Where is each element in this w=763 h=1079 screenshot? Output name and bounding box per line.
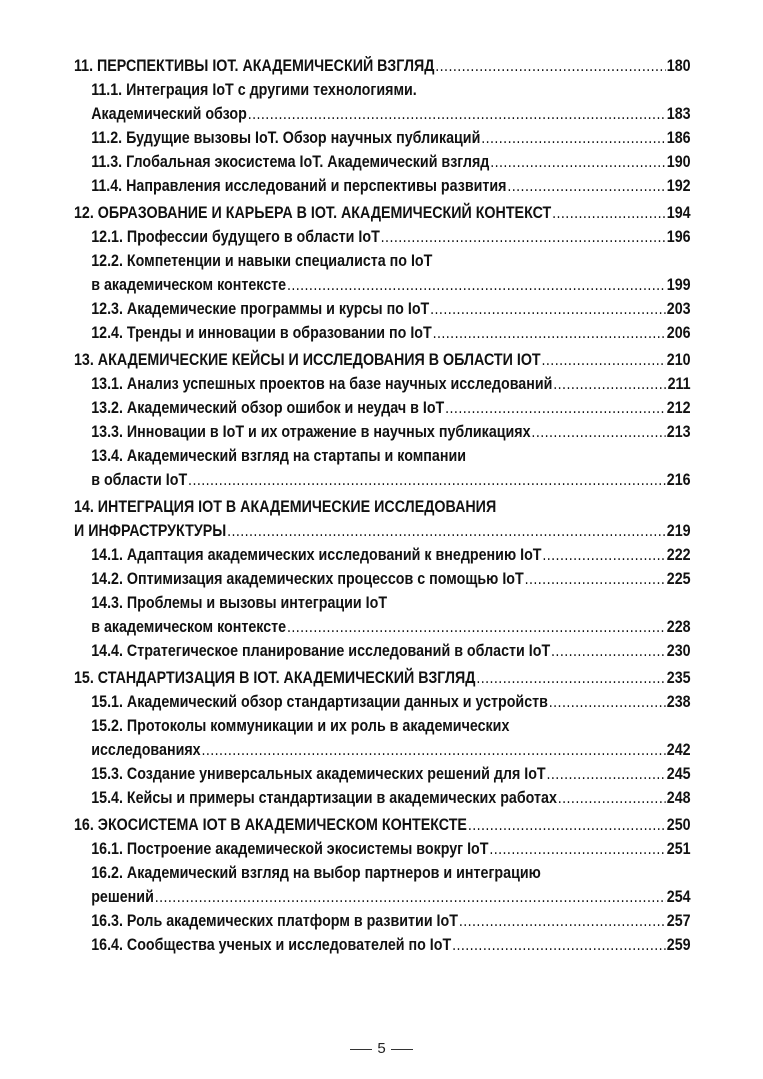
toc-subsection-title-line: 12.2. Компетенции и навыки специалиста по IoT <box>91 251 433 271</box>
toc-page-number: 199 <box>666 275 691 295</box>
toc-subsection-title: 15.3. Создание универсальных академических решений для IoT <box>91 764 546 784</box>
toc-subsection-title: 15.4. Кейсы и примеры стандартизации в академических работах <box>91 788 557 808</box>
toc-subsection-title: 14.1. Адаптация академических исследований к внедрению IoT <box>91 545 542 565</box>
dot-leader <box>476 666 666 690</box>
toc-page-number: 238 <box>666 692 691 711</box>
toc-subsection-title: 16.1. Построение академической экосистемы вокруг IoT <box>91 838 489 858</box>
toc-page-number: 242 <box>666 740 691 760</box>
dot-leader <box>452 933 666 957</box>
toc-page-number: 210 <box>666 349 691 369</box>
dot-leader <box>459 909 666 933</box>
toc-page-number: 257 <box>666 911 691 931</box>
toc-page-number: 211 <box>667 374 691 393</box>
dot-leader <box>287 273 666 297</box>
toc-page-number: 228 <box>666 617 691 637</box>
toc-subsection-title: 13.2. Академический обзор ошибок и неудач в IoT <box>91 398 445 418</box>
toc-subsection-title-line: 13.4. Академический взгляд на стартапы и компании <box>91 446 467 466</box>
toc-page-number: 254 <box>666 887 691 907</box>
dot-leader <box>490 150 666 174</box>
toc-subsection-entry <box>74 102 691 126</box>
toc-page-number: 216 <box>666 470 691 490</box>
toc-subsection-title: 15.1. Академический обзор стандартизации данных и устройств <box>91 692 548 711</box>
dot-leader <box>227 519 666 543</box>
toc-chapter-entry <box>74 54 691 78</box>
toc-page-number: 259 <box>666 935 691 955</box>
dot-leader <box>381 225 666 249</box>
toc-page-number: 250 <box>666 814 691 834</box>
toc-subsection-entry <box>74 396 691 420</box>
toc-subsection-entry <box>74 273 691 297</box>
toc-subsection-entry <box>74 297 691 321</box>
toc-subsection-title: 14.4. Стратегическое планирование исследований в области IoT <box>91 641 551 661</box>
toc-chapter-title-line: 14. ИНТЕГРАЦИЯ IOT В АКАДЕМИЧЕСКИЕ ИССЛЕДОВАНИЯ <box>74 496 497 516</box>
toc-page-number: 251 <box>666 838 691 858</box>
toc-chapter-title: 12. ОБРАЗОВАНИЕ И КАРЬЕРА В IOT. АКАДЕМИЧЕСКИЙ КОНТЕКСТ <box>74 202 552 222</box>
toc-chapter-entry <box>74 519 691 543</box>
toc-subsection-title: 13.3. Инновации в IoT и их отражение в научных публикациях <box>91 422 531 442</box>
toc-chapter-title: И ИНФРАСТРУКТУРЫ <box>74 520 227 540</box>
toc-subsection-title: 13.1. Анализ успешных проектов на базе научных исследований <box>91 374 553 393</box>
dot-leader <box>531 420 666 444</box>
toc-page-number: 212 <box>666 398 691 418</box>
dot-leader <box>547 762 666 786</box>
toc-subsection-entry <box>74 225 691 249</box>
toc-subsection-title: решений <box>91 887 154 907</box>
dot-leader <box>525 567 666 591</box>
toc-subsection-title: 12.4. Тренды и инновации в образовании по IoT <box>91 323 432 343</box>
toc-page-number: 192 <box>666 176 691 196</box>
toc-subsection-title: 11.2. Будущие вызовы IoT. Обзор научных публикаций <box>91 128 481 148</box>
toc-subsection-title: 11.3. Глобальная экосистема IoT. Академический взгляд <box>91 152 490 172</box>
page-footer <box>0 1040 763 1057</box>
toc-chapter-title: 13. АКАДЕМИЧЕСКИЕ КЕЙСЫ И ИССЛЕДОВАНИЯ В ОБЛАСТИ IOT <box>74 349 541 369</box>
toc-subsection-title-line: 11.1. Интеграция IoT с другими технологиями. <box>91 80 417 100</box>
toc-subsection-title: 16.4. Сообщества ученых и исследователей по IoT <box>91 935 452 955</box>
toc-chapter-title: 16. ЭКОСИСТЕМА IOT В АКАДЕМИЧЕСКОМ КОНТЕКСТЕ <box>74 814 467 834</box>
dot-leader <box>551 639 666 663</box>
toc-chapter <box>74 495 691 664</box>
toc-subsection-entry <box>74 762 691 786</box>
toc-subsection-entry <box>74 150 691 174</box>
toc-subsection-entry <box>74 567 691 591</box>
dot-leader <box>468 813 666 837</box>
toc-subsection-title: 16.3. Роль академических платформ в развитии IoT <box>91 911 458 931</box>
page-number: 5 <box>377 1040 386 1057</box>
toc-chapter <box>74 666 691 811</box>
toc-subsection-entry <box>74 372 691 396</box>
toc-subsection-title: в области IoT <box>91 470 188 490</box>
toc-subsection-title: 12.3. Академические программы и курсы по IoT <box>91 299 430 319</box>
toc-subsection-title: 12.1. Профессии будущего в области IoT <box>91 227 380 247</box>
toc-subsection-title: в академическом контексте <box>91 617 287 637</box>
toc-chapter-title: 11. ПЕРСПЕКТИВЫ IOT. АКАДЕМИЧЕСКИЙ ВЗГЛЯД <box>74 56 435 75</box>
toc-chapter <box>74 348 691 493</box>
toc-subsection-title-line: 15.2. Протоколы коммуникации и их роль в академических <box>91 716 510 736</box>
toc-chapter <box>74 201 691 346</box>
footer-dash-left <box>350 1049 372 1050</box>
toc-page-number: 194 <box>666 202 691 222</box>
toc-page-number: 213 <box>666 422 691 442</box>
dot-leader <box>155 885 666 909</box>
dot-leader <box>481 126 666 150</box>
toc-subsection-title-line: 16.2. Академический взгляд на выбор партнеров и интеграцию <box>91 863 541 883</box>
toc-subsection-entry <box>74 639 691 663</box>
toc-page-number: 183 <box>666 104 691 124</box>
toc-page-number: 196 <box>666 227 691 247</box>
toc-subsection-entry <box>74 690 691 714</box>
dot-leader <box>433 321 666 345</box>
table-of-contents <box>74 54 691 957</box>
toc-subsection-entry <box>74 468 691 492</box>
toc-subsection-entry <box>74 420 691 444</box>
toc-chapter-entry <box>74 666 691 690</box>
dot-leader <box>435 54 666 78</box>
toc-page-number: 245 <box>666 764 691 784</box>
toc-chapter-entry <box>74 348 691 372</box>
dot-leader <box>542 348 666 372</box>
footer-dash-right <box>391 1049 413 1050</box>
toc-page-number: 230 <box>666 641 691 661</box>
dot-leader <box>248 102 666 126</box>
toc-chapter <box>74 813 691 958</box>
toc-subsection-title: в академическом контексте <box>91 275 287 295</box>
toc-subsection-title: Академический обзор <box>91 104 247 124</box>
dot-leader <box>201 738 665 762</box>
toc-page-number: 222 <box>666 545 691 565</box>
dot-leader <box>489 837 666 861</box>
toc-subsection-entry <box>74 738 691 762</box>
toc-subsection-entry <box>74 126 691 150</box>
toc-subsection-entry <box>74 786 691 810</box>
toc-page-number: 180 <box>666 56 691 75</box>
toc-page-number: 235 <box>666 667 691 687</box>
toc-subsection-entry <box>74 885 691 909</box>
toc-chapter-entry <box>74 201 691 225</box>
dot-leader <box>549 690 666 714</box>
toc-subsection-title-line: 14.3. Проблемы и вызовы интеграции IoT <box>91 593 388 613</box>
toc-page-number: 225 <box>666 569 691 589</box>
dot-leader <box>552 201 666 225</box>
toc-chapter-entry <box>74 813 691 837</box>
dot-leader <box>287 615 666 639</box>
toc-subsection-entry <box>74 615 691 639</box>
toc-subsection-entry <box>74 933 691 957</box>
toc-subsection-title: 11.4. Направления исследований и перспективы развития <box>91 176 507 196</box>
dot-leader <box>430 297 666 321</box>
toc-subsection-entry <box>74 543 691 567</box>
dot-leader <box>553 372 666 396</box>
toc-subsection-title: исследованиях <box>91 740 201 760</box>
dot-leader <box>188 468 666 492</box>
toc-subsection-title: 14.2. Оптимизация академических процессов с помощью IoT <box>91 569 524 589</box>
toc-page-number: 248 <box>666 788 691 808</box>
toc-page-number: 203 <box>666 299 691 319</box>
toc-chapter-title: 15. СТАНДАРТИЗАЦИЯ В IOT. АКАДЕМИЧЕСКИЙ ВЗГЛЯД <box>74 667 476 687</box>
toc-subsection-entry <box>74 174 691 198</box>
toc-page-number: 206 <box>666 323 691 343</box>
toc-subsection-entry <box>74 321 691 345</box>
toc-chapter <box>74 54 691 199</box>
dot-leader <box>507 174 666 198</box>
dot-leader <box>558 786 666 810</box>
toc-subsection-entry <box>74 909 691 933</box>
toc-subsection-entry <box>74 837 691 861</box>
dot-leader <box>445 396 666 420</box>
toc-page-number: 219 <box>666 520 691 540</box>
dot-leader <box>542 543 666 567</box>
toc-page-number: 190 <box>666 152 691 172</box>
toc-page-number: 186 <box>666 128 691 148</box>
